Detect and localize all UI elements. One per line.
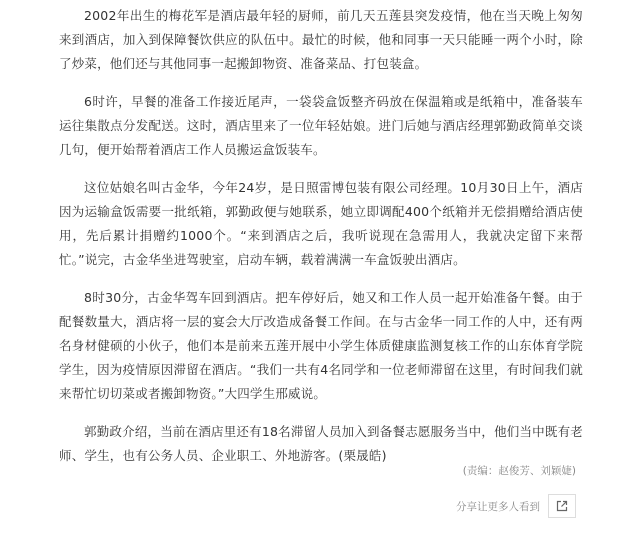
article-paragraph: 6时许，早餐的准备工作接近尾声，一袋袋盒饭整齐码放在保温箱或是纸箱中，准备装车运往集散点分发配送。这时，酒店里来了一位年轻姑娘。进门后她与酒店经理郭勤政简单交谈几句，便开始帮着酒店工作人员搬运盒饭装车。 [59,94,583,157]
share-prompt: 分享让更多人看到 [456,500,540,513]
share-bar [456,494,576,518]
article-paragraph: 这位姑娘名叫古金华，今年24岁，是日照雷博包装有限公司经理。10月30日上午，酒店因为运输盒饭需要一批纸箱，郭勤政便与她联系，她立即调配400个纸箱并无偿捐赠给酒店使用，先后累计捐赠约1000个。“来到酒店之后，我听说现在急需用人，我就决定留下来帮忙。”说完，古金华坐进驾驶室，启动车辆，载着满满一车盒饭驶出酒店。 [59,180,583,267]
article-paragraph: 郭勤政介绍，当前在酒店里还有18名滞留人员加入到备餐志愿服务当中，他们当中既有老师、学生，也有公务人员、企业职工、外地游客。(栗晟皓) [59,424,583,463]
editor-credits: (责编：赵俊芳、刘颖婕) [462,465,576,477]
share-icon [556,500,568,512]
share-button[interactable] [548,494,576,518]
article-paragraph: 2002年出生的梅花军是酒店最年轻的厨师，前几天五莲县突发疫情，他在当天晚上匆匆来到酒店，加入到保障餐饮供应的队伍中。最忙的时候，他和同事一天只能睡一两个小时，除了炒菜，他们还与其他同事一起搬卸物资、准备菜品、打包装盒。 [59,8,583,71]
article-body [59,4,583,482]
article-paragraph: 8时30分，古金华驾车回到酒店。把车停好后，她又和工作人员一起开始准备午餐。由于配餐数量大，酒店将一层的宴会大厅改造成备餐工作间。在与古金华一同工作的人中，还有两名身材健硕的小伙子，他们本是前来五莲开展中小学生体质健康监测复核工作的山东体育学院学生，因为疫情原因滞留在酒店。“我们一共有4名同学和一位老师滞留在这里，有时间我们就来帮忙切切菜或者搬卸物资。”大四学生邢威说。 [59,290,583,401]
